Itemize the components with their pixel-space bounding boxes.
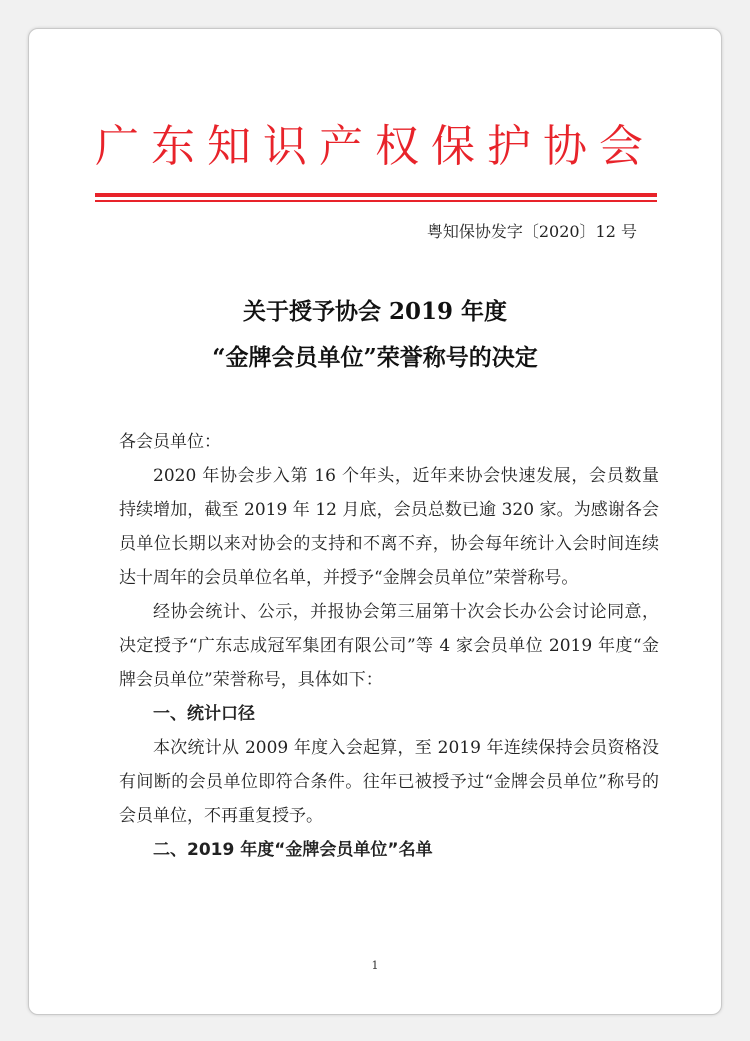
paragraph-intro: 2020 年协会步入第 16 个年头，近年来协会快速发展，会员数量持续增加，截至 2019 年 12 月底，会员总数已逾 320 家。为感谢各会员单位长期以来对协会的支持和不离不弃，协会每年统计入会时间连续达十周年的会员单位名单，并授予“金牌会员单位”荣誉称号。 (119, 466, 659, 588)
document-title-line2: “金牌会员单位”荣誉称号的决定 (212, 344, 538, 371)
document-number: 粤知保协发字〔2020〕12 号 (426, 222, 637, 241)
document-title-line1: 关于授予协会 2019 年度 (242, 298, 508, 325)
document-body (119, 425, 659, 867)
letterhead-red-line-thick (95, 193, 657, 197)
letterhead-org-name: 广东知识产权保护协会 (95, 121, 655, 172)
paragraph-decision: 经协会统计、公示，并报协会第三届第十次会长办公会讨论同意，决定授予“广东志成冠军集团有限公司”等 4 家会员单位 2019 年度“金牌会员单位”荣誉称号，具体如下： (119, 602, 659, 690)
document-page (28, 28, 722, 1015)
section-heading-2: 二、2019 年度“金牌会员单位”名单 (153, 840, 433, 860)
section-heading-1: 一、统计口径 (153, 704, 255, 724)
paragraph-criteria: 本次统计从 2009 年度入会起算，至 2019 年连续保持会员资格没有间断的会员单位即符合条件。往年已被授予过“金牌会员单位”称号的会员单位，不再重复授予。 (119, 738, 659, 826)
letterhead-red-line-thin (95, 200, 657, 202)
salutation: 各会员单位： (119, 432, 221, 452)
page-number: 1 (371, 959, 379, 972)
